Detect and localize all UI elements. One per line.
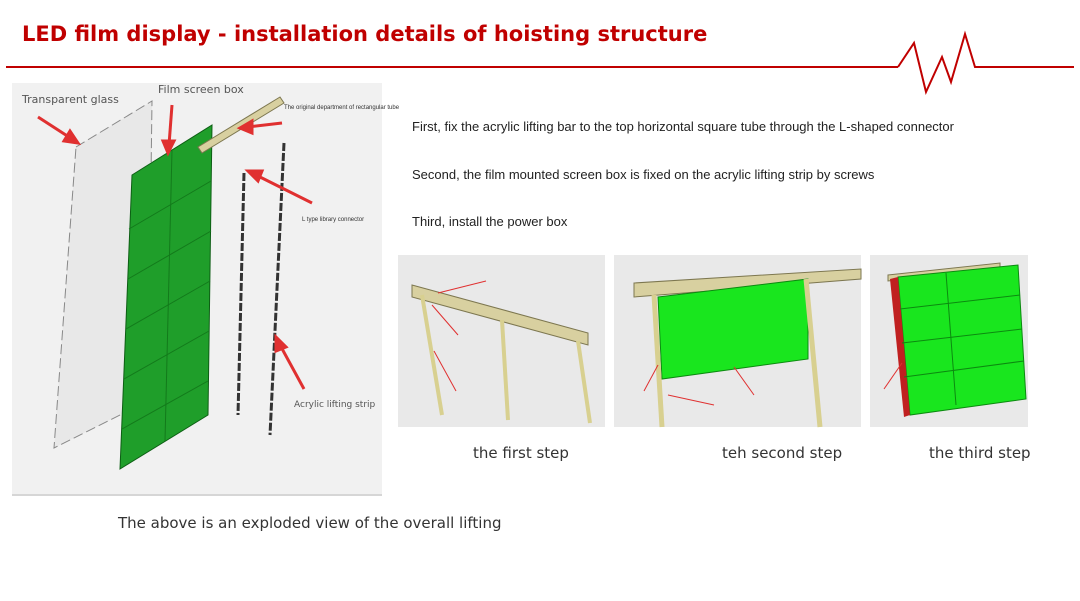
- step-text-1: First, fix the acrylic lifting bar to the top horizontal square tube through the L-shaped connector: [412, 119, 954, 134]
- bottom-caption: The above is an exploded view of the overall lifting: [118, 514, 502, 532]
- exploded-view-figure: [12, 83, 400, 496]
- label-strip: Acrylic lifting strip: [294, 400, 376, 410]
- film-screen-box: [120, 125, 212, 469]
- caption-step-2: teh second step: [722, 444, 843, 462]
- label-box: Film screen box: [158, 83, 244, 96]
- step-text-2: Second, the film mounted screen box is fixed on the acrylic lifting strip by screws: [412, 167, 875, 182]
- step1-image: [398, 255, 605, 427]
- page-title: LED film display - installation details of hoisting structure: [22, 22, 708, 46]
- pulse-line-icon: [898, 34, 1074, 92]
- step-text-3: Third, install the power box: [412, 214, 568, 229]
- label-tube: The original department of rectangular tube: [284, 105, 400, 111]
- step3-image: [870, 255, 1028, 427]
- caption-step-3: the third step: [929, 444, 1031, 462]
- label-glass: Transparent glass: [22, 93, 119, 106]
- step2-image: [614, 255, 861, 427]
- label-connector: L type library connector: [302, 217, 365, 223]
- caption-step-1: the first step: [473, 444, 569, 462]
